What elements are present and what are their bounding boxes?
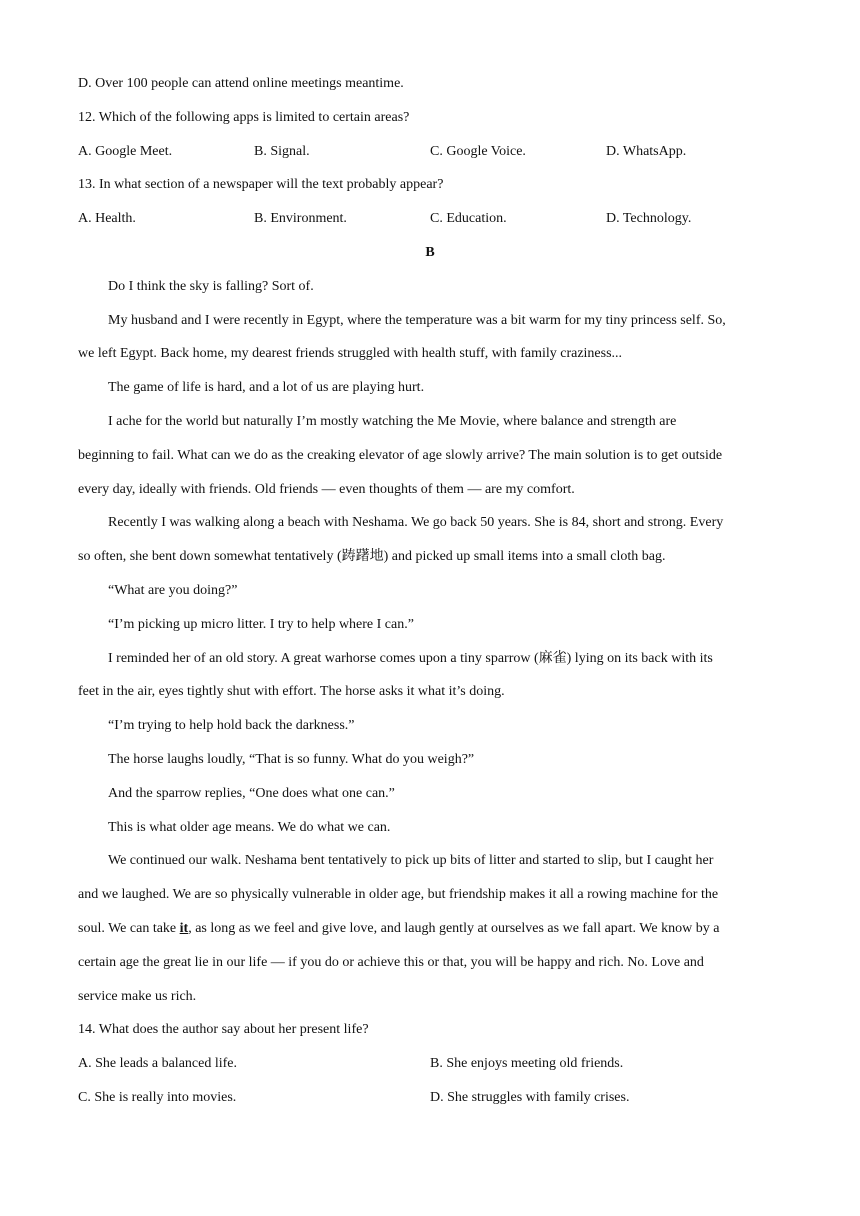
q13-option-c[interactable]: C. Education. — [430, 211, 507, 226]
passage-line: This is what older age means. We do what we can. — [108, 820, 391, 835]
soul-line-before: soul. We can take — [78, 921, 180, 936]
passage-line: The horse laughs loudly, “That is so funny. What do you weigh?” — [108, 752, 475, 767]
q12-option-a[interactable]: A. Google Meet. — [78, 144, 173, 159]
underlined-word: it — [179, 921, 189, 936]
q14-option-c[interactable]: C. She is really into movies. — [78, 1090, 237, 1105]
q12-option-c[interactable]: C. Google Voice. — [430, 144, 526, 159]
passage-line: And the sparrow replies, “One does what one can.” — [108, 786, 395, 801]
passage-line: Do I think the sky is falling? Sort of. — [108, 279, 314, 294]
q11-option-d: D. Over 100 people can attend online meetings meantime. — [78, 76, 404, 91]
passage-line — [78, 919, 782, 939]
soul-line-after: , as long as we feel and give love, and laugh gently at ourselves as we fall apart. We know by a — [188, 921, 720, 936]
q12-question: 12. Which of the following apps is limited to certain areas? — [78, 110, 410, 125]
q13-options — [78, 209, 782, 229]
q13-option-d[interactable]: D. Technology. — [606, 211, 692, 226]
passage-line: “I’m picking up micro litter. I try to help where I can.” — [108, 617, 414, 632]
passage-line: “I’m trying to help hold back the darkness.” — [108, 718, 355, 733]
q14-option-a[interactable]: A. She leads a balanced life. — [78, 1056, 237, 1071]
passage-line: My husband and I were recently in Egypt, where the temperature was a bit warm for my tiny princess self. So, — [108, 313, 726, 328]
q14-option-b[interactable]: B. She enjoys meeting old friends. — [430, 1056, 624, 1071]
q12-option-d[interactable]: D. WhatsApp. — [606, 144, 687, 159]
passage-line: I reminded her of an old story. A great warhorse comes upon a tiny sparrow (麻雀) lying on its back with its — [108, 651, 713, 666]
q14-options-row-1 — [78, 1054, 782, 1074]
q13-option-a[interactable]: A. Health. — [78, 211, 136, 226]
passage-line: The game of life is hard, and a lot of us are playing hurt. — [108, 380, 425, 395]
passage-line: “What are you doing?” — [108, 583, 238, 598]
passage-line: so often, she bent down somewhat tentatively (踌躇地) and picked up small items into a small cloth bag. — [78, 549, 666, 564]
q13-question: 13. In what section of a newspaper will the text probably appear? — [78, 177, 444, 192]
q12-option-b[interactable]: B. Signal. — [254, 144, 310, 159]
passage-line: feet in the air, eyes tightly shut with effort. The horse asks it what it’s doing. — [78, 684, 505, 699]
q14-question: 14. What does the author say about her present life? — [78, 1022, 369, 1037]
q12-options — [78, 142, 782, 162]
passage-line: we left Egypt. Back home, my dearest friends struggled with health stuff, with family craziness... — [78, 346, 623, 361]
passage-line: every day, ideally with friends. Old friends — even thoughts of them — are my comfort. — [78, 482, 575, 497]
q13-option-b[interactable]: B. Environment. — [254, 211, 347, 226]
passage-line: Recently I was walking along a beach with Neshama. We go back 50 years. She is 84, short and strong. Every — [108, 515, 724, 530]
passage-line: I ache for the world but naturally I’m mostly watching the Me Movie, where balance and strength are — [108, 414, 677, 429]
passage-line: beginning to fail. What can we do as the creaking elevator of age slowly arrive? The main solution is to get outside — [78, 448, 723, 463]
passage-line: service make us rich. — [78, 989, 197, 1004]
passage-line: and we laughed. We are so physically vulnerable in older age, but friendship makes it all a rowing machine for the — [78, 887, 719, 902]
passage-line: We continued our walk. Neshama bent tentatively to pick up bits of litter and started to slip, but I caught her — [108, 853, 714, 868]
passage-line: certain age the great lie in our life — if you do or achieve this or that, you will be happy and rich. No. Love and — [78, 955, 704, 970]
q14-options-row-2 — [78, 1088, 782, 1108]
section-heading: B — [425, 245, 435, 260]
q14-option-d[interactable]: D. She struggles with family crises. — [430, 1090, 630, 1105]
